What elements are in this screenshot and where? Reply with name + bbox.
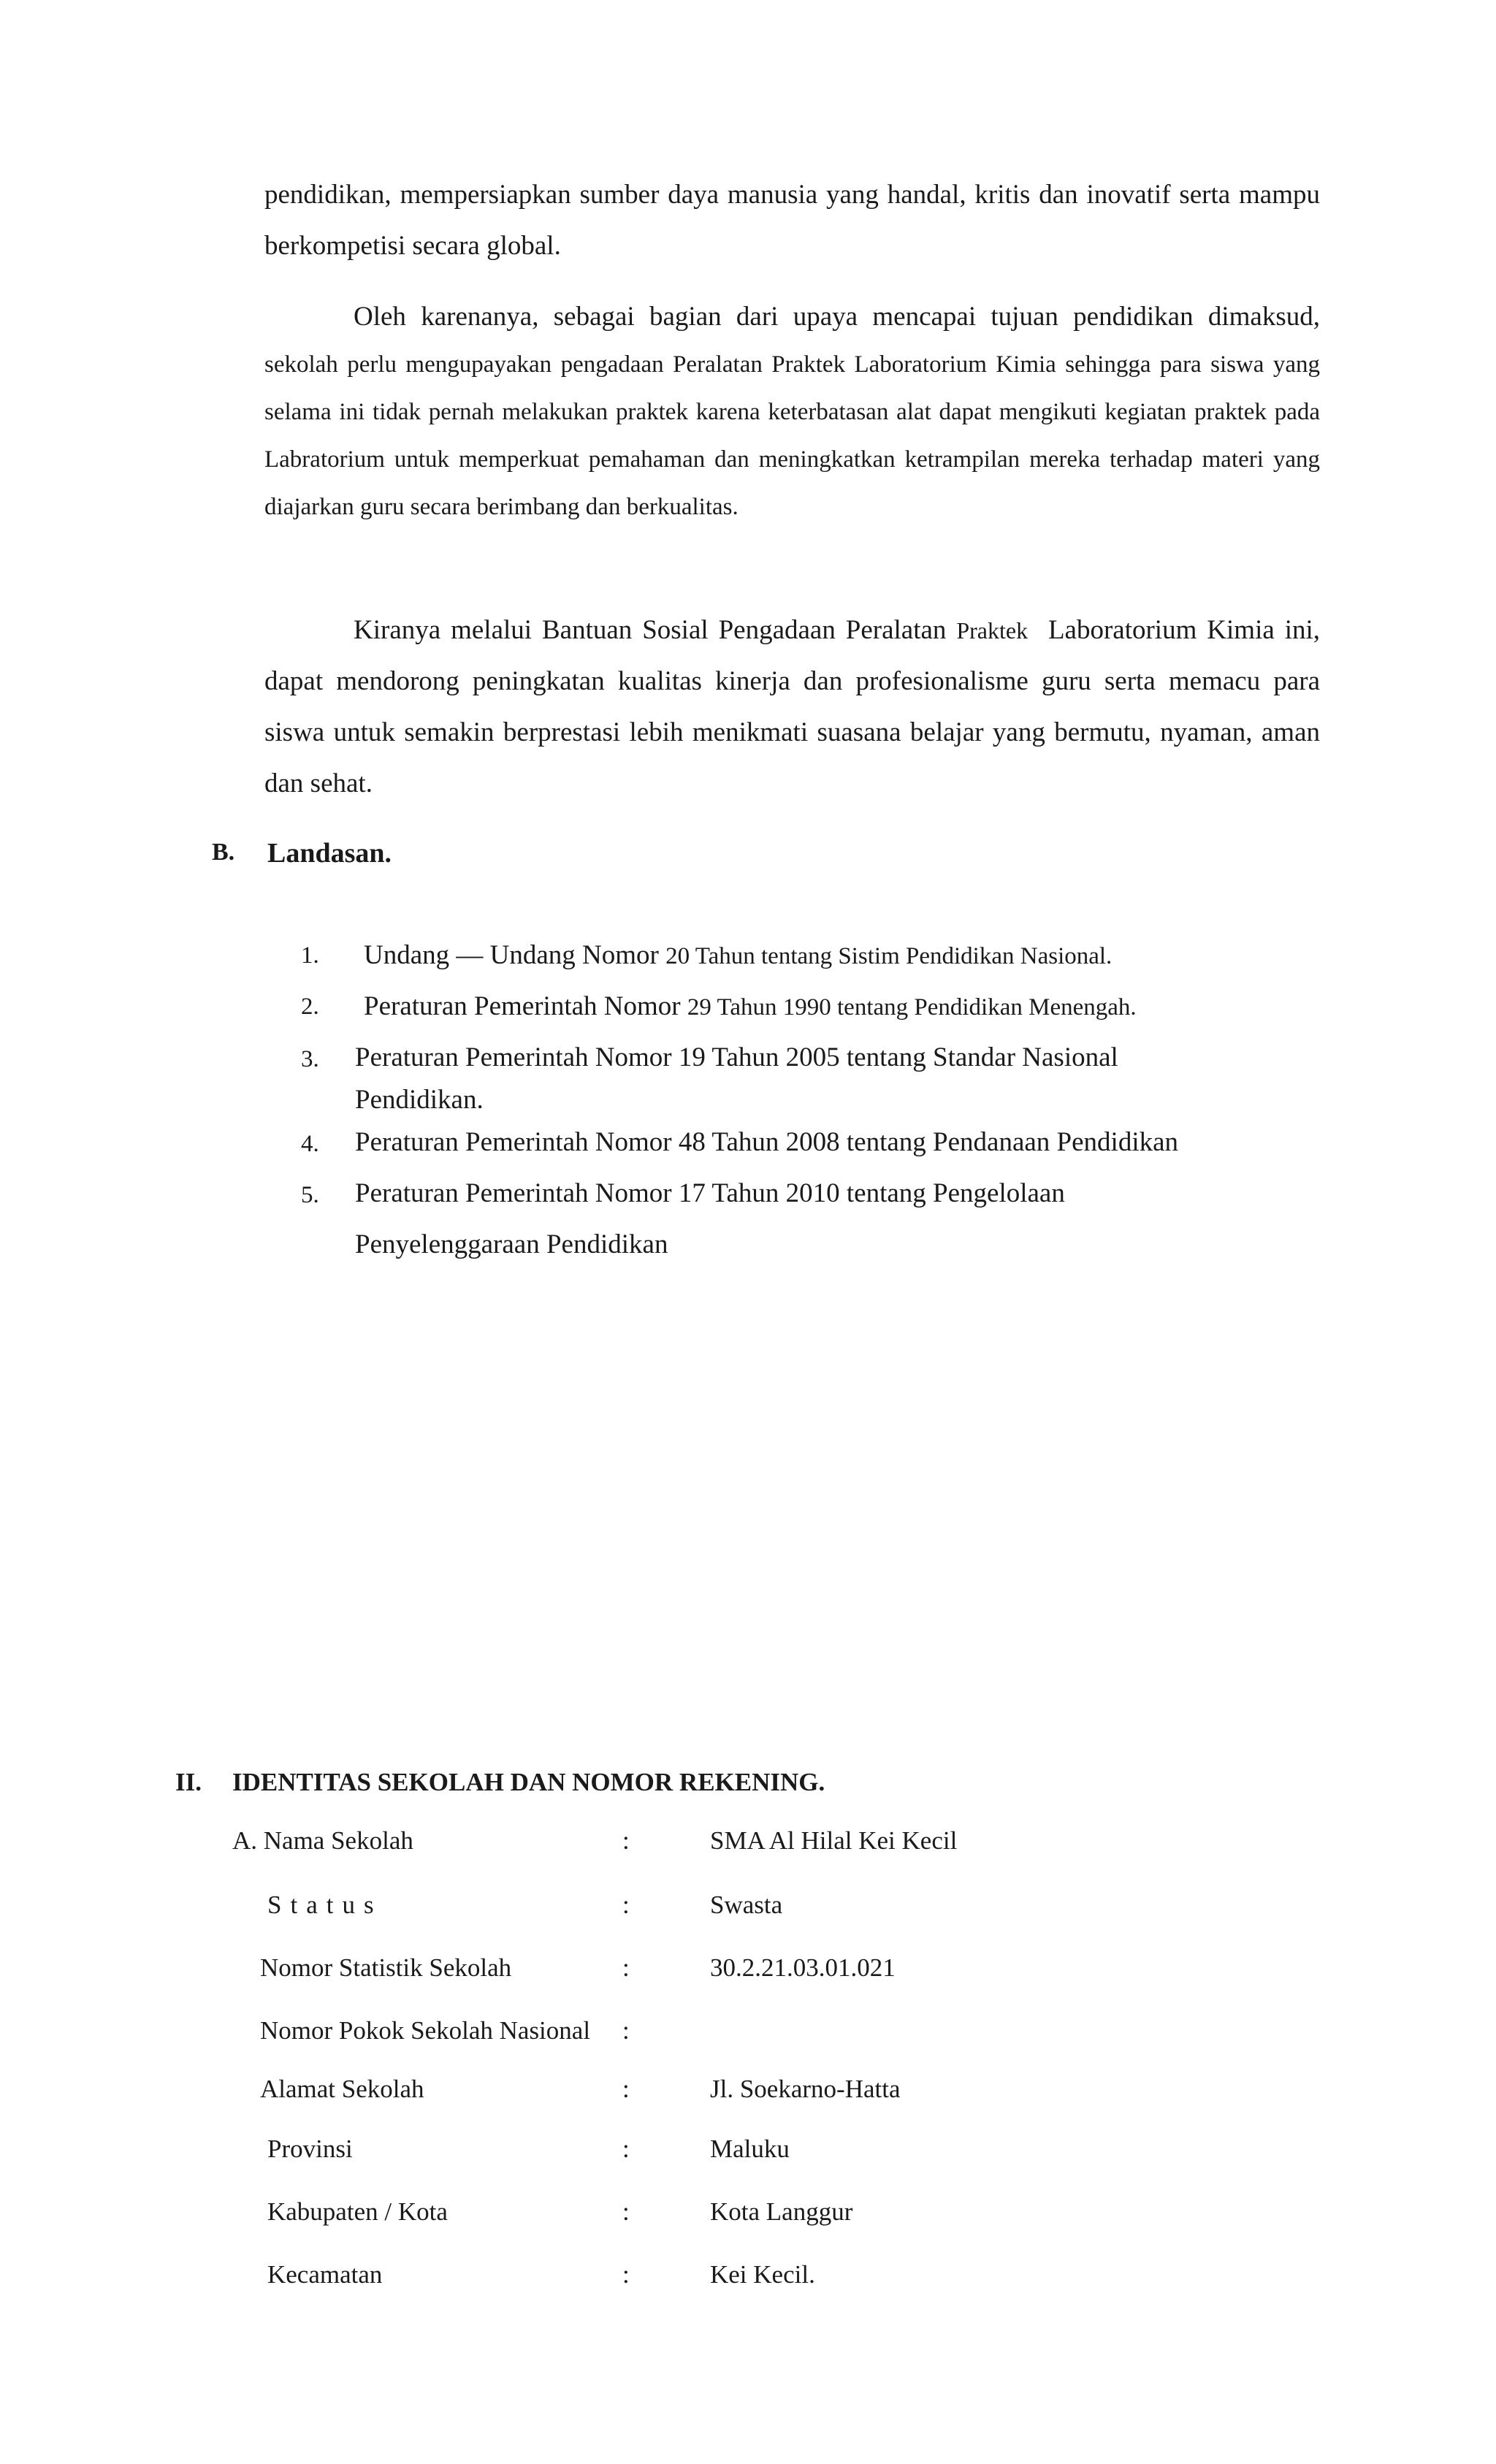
identity-label: Alamat Sekolah — [260, 2075, 424, 2103]
identity-colon: : — [622, 1953, 630, 1982]
list-item-number: 4. — [301, 1131, 319, 1157]
identity-colon: : — [622, 1891, 630, 1919]
identity-label: Nomor Pokok Sekolah Nasional — [260, 2016, 591, 2045]
list-item-text-small: 20 Tahun tentang Sistim Pendidikan Nasional. — [665, 943, 1113, 969]
identity-value: Kota Langgur — [710, 2197, 853, 2226]
identity-colon: : — [622, 2135, 630, 2163]
intro-paragraph-3-b: Praktek — [956, 617, 1028, 644]
identity-colon: : — [622, 2260, 630, 2289]
identity-value: Kei Kecil. — [710, 2260, 815, 2289]
intro-paragraph-2-rest: sekolah perlu mengupayakan pengadaan Peralatan Praktek Laboratorium Kimia sehingga para siswa yang selama ini tidak pernah melakukan praktek karena keterbatasan alat dapat mengikuti kegiatan praktek pada Labratorium untuk memperkuat pemahaman dan meningkatkan ketrampilan mereka terhadap materi yang diajarkan guru secara berimbang dan berkualitas. — [264, 351, 1320, 520]
identity-label: Provinsi — [267, 2135, 353, 2163]
section-b-letter: B. — [212, 839, 235, 866]
identity-colon: : — [622, 2075, 630, 2103]
identity-value: Swasta — [710, 1891, 783, 1919]
identity-colon: : — [622, 1826, 630, 1855]
intro-paragraph-2 — [264, 294, 1320, 530]
list-item-text-continued: Penyelenggaraan Pendidikan — [355, 1229, 668, 1259]
list-item-text: Peraturan Pemerintah Nomor 19 Tahun 2005 tentang Standar Nasional — [355, 1042, 1118, 1072]
identity-label: A. Nama Sekolah — [232, 1826, 413, 1855]
list-item-number: 1. — [301, 942, 319, 969]
identity-value: Jl. Soekarno-Hatta — [710, 2075, 901, 2103]
list-item-text-small: 29 Tahun 1990 tentang Pendidikan Menengah. — [687, 994, 1137, 1021]
list-item-text: Peraturan Pemerintah Nomor 17 Tahun 2010 tentang Pengelolaan — [355, 1178, 1065, 1208]
list-item-text: Peraturan Pemerintah Nomor — [364, 991, 681, 1021]
identity-colon: : — [622, 2016, 630, 2045]
identity-value: 30.2.21.03.01.021 — [710, 1953, 896, 1982]
list-item-text: Undang — Undang Nomor — [364, 940, 659, 970]
section-ii-numeral: II. — [175, 1768, 202, 1796]
list-item-number: 5. — [301, 1182, 319, 1208]
section-ii-title: IDENTITAS SEKOLAH DAN NOMOR REKENING. — [232, 1768, 825, 1796]
identity-label: Status — [267, 1891, 383, 1919]
intro-paragraph-2-lead: Oleh karenanya, sebagai bagian dari upaya mencapai tujuan pendidikan dimaksud, — [354, 302, 1320, 332]
intro-paragraph-3-c: Laboratorium Kimia ini, dapat mendorong peningkatan kualitas kinerja dan profesionalisme guru serta memacu para siswa untuk semakin berprestasi lebih menikmati suasana belajar yang bermutu, nyaman, aman dan sehat. — [264, 615, 1320, 798]
identity-label: Nomor Statistik Sekolah — [260, 1953, 512, 1982]
identity-label: Kabupaten / Kota — [267, 2197, 448, 2226]
list-item — [364, 939, 1112, 971]
section-b-title: Landasan. — [267, 838, 392, 869]
intro-paragraph-3 — [264, 605, 1320, 809]
list-item — [364, 991, 1137, 1022]
list-item-number: 3. — [301, 1046, 319, 1072]
intro-paragraph-3-a: Kiranya melalui Bantuan Sosial Pengadaan Peralatan — [354, 615, 947, 645]
identity-label: Kecamatan — [267, 2260, 383, 2289]
intro-paragraph-1: pendidikan, mempersiapkan sumber daya manusia yang handal, kritis dan inovatif serta mampu berkompetisi secara global. — [264, 180, 1320, 261]
identity-colon: : — [622, 2197, 630, 2226]
identity-value: SMA Al Hilal Kei Kecil — [710, 1826, 958, 1855]
list-item-text: Peraturan Pemerintah Nomor 48 Tahun 2008 tentang Pendanaan Pendidikan — [355, 1127, 1179, 1157]
list-item-text-continued: Pendidikan. — [355, 1085, 484, 1115]
identity-value: Maluku — [710, 2135, 790, 2163]
list-item-number: 2. — [301, 993, 319, 1020]
